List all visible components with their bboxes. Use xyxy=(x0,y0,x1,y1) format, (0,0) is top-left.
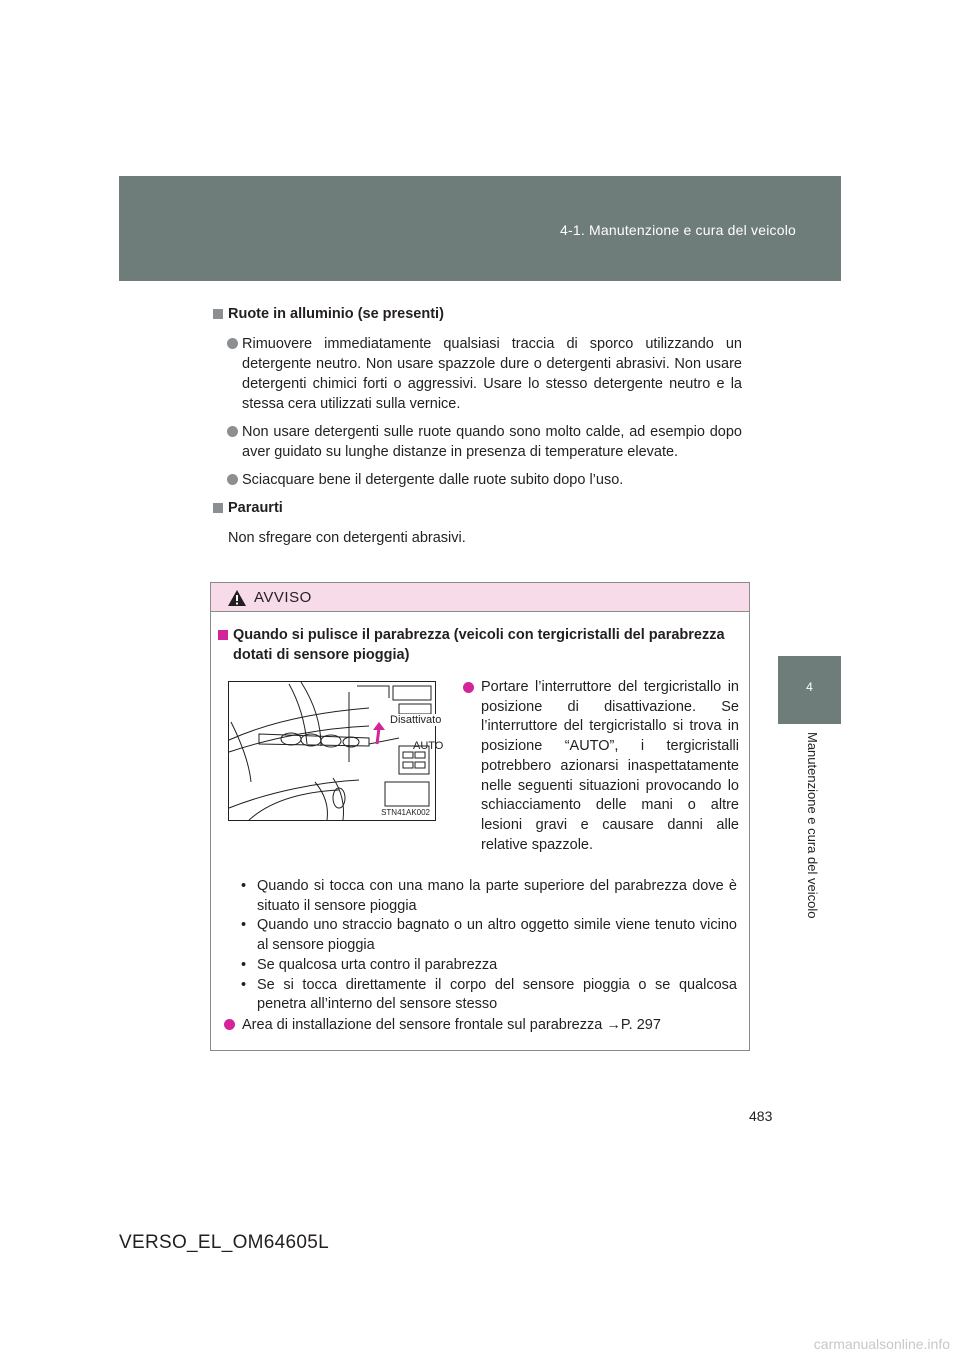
section-title: 4-1. Manutenzione e cura del veicolo xyxy=(559,222,796,238)
bullet-dot-icon xyxy=(224,1019,235,1030)
wiper-instruction-text: Portare l’interruttore del tergicristallo in posizione di disattivazione. Se l’interruttore del tergicristallo si trova in posizione “AUTO”, i tergicristalli potrebbero azionarsi inaspettatamente nelle seguenti situazioni provocando lo schiacciamento delle mani o altre lesioni gravi e causare danni alle relative spazzole. xyxy=(481,679,739,853)
wheels-heading: Ruote in alluminio (se presenti) xyxy=(212,304,742,324)
wheels-bullet-text: Rimuovere immediatamente qualsiasi traccia di sporco utilizzando un detergente neutro. Non usare spazzole dure o detergenti abrasivi. Non usare detergenti chimici forti o aggressivi. Usare lo stesso detergente neutro e la stessa cera utilizzati sulla vernice. xyxy=(242,336,742,412)
list-item-text: Se qualcosa urta contro il parabrezza xyxy=(257,956,498,973)
bullet-dot-icon xyxy=(227,338,238,349)
wiper-instruction xyxy=(463,678,739,855)
situations-list xyxy=(241,877,737,1015)
sensor-area-note xyxy=(224,1015,757,1035)
bullet-point-icon: • xyxy=(241,956,247,973)
chapter-tab xyxy=(778,656,841,724)
warning-box xyxy=(210,582,750,1051)
watermark: carmanualsonline.info xyxy=(813,1336,950,1352)
bullet-dot-icon xyxy=(227,474,238,485)
bumpers-heading: Paraurti xyxy=(212,498,742,518)
bumpers-text: Non sfregare con detergenti abrasivi. xyxy=(228,530,466,546)
main-content xyxy=(212,304,742,548)
warning-header xyxy=(211,583,749,612)
wheels-bullet xyxy=(212,334,742,414)
wheels-bullet xyxy=(212,470,742,490)
list-item-text: Quando uno straccio bagnato o un altro oggetto simile viene tenuto vicino al sensore pioggia xyxy=(257,917,737,954)
figure-label-auto: AUTO xyxy=(413,740,444,752)
warning-triangle-icon xyxy=(227,589,247,607)
figure-label-off: Disattivato xyxy=(390,714,442,726)
chapter-side-label: Manutenzione e cura del veicolo xyxy=(805,732,820,919)
wiper-switch-illustration xyxy=(229,682,435,820)
wiper-switch-figure xyxy=(228,681,444,821)
document-code: VERSO_EL_OM64605L xyxy=(119,1232,329,1253)
list-item xyxy=(241,976,737,1015)
wheels-bullet-text: Non usare detergenti sulle ruote quando sono molto calde, ad esempio dopo aver guidato su lunghe distanze in presenza di temperature elevate. xyxy=(242,424,742,460)
list-item xyxy=(241,916,737,955)
bullet-point-icon: • xyxy=(241,976,247,993)
chapter-number: 4 xyxy=(806,680,813,694)
warning-heading: Quando si pulisce il parabrezza (veicoli con tergicristalli del parabrezza dotati di sensore pioggia) xyxy=(217,625,761,665)
bullet-dot-icon xyxy=(463,682,474,693)
bullet-point-icon: • xyxy=(241,917,247,934)
list-item-text: Quando si tocca con una mano la parte superiore del parabrezza dove è situato il sensore pioggia xyxy=(257,878,737,914)
bullet-point-icon: • xyxy=(241,878,247,894)
page-number: 483 xyxy=(749,1108,773,1124)
list-item xyxy=(241,956,737,976)
list-item-text: Se si tocca direttamente il corpo del sensore pioggia o se qualcosa penetra all’interno del sensore stesso xyxy=(257,976,737,1013)
wheels-bullet xyxy=(212,422,742,462)
figure-code: STN41AK002 xyxy=(381,808,430,817)
header-bar xyxy=(119,176,841,281)
page-reference-link[interactable]: →P. 297 xyxy=(606,1017,661,1033)
bullet-dot-icon xyxy=(227,426,238,437)
list-item xyxy=(241,877,737,916)
wheels-bullet-text: Sciacquare bene il detergente dalle ruote subito dopo l’uso. xyxy=(242,472,624,488)
warning-label: AVVISO xyxy=(254,589,312,606)
sensor-area-text: Area di installazione del sensore frontale sul parabrezza xyxy=(242,1017,603,1033)
